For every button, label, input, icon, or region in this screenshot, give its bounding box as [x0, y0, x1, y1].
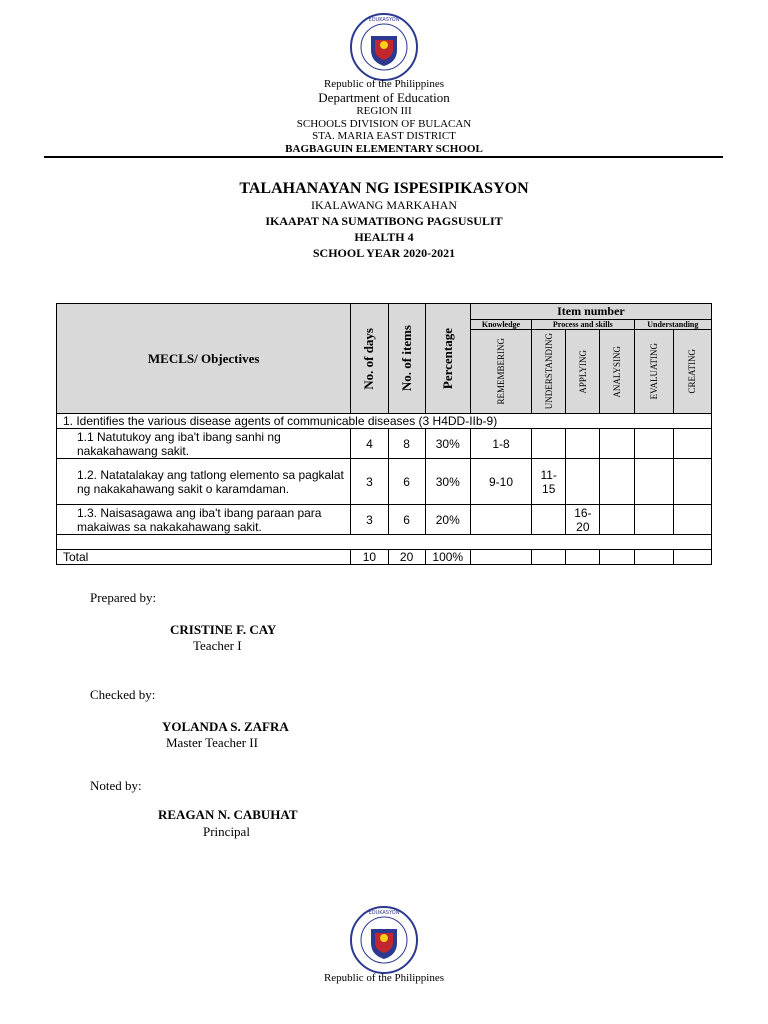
svg-text:EDUKASYON: EDUKASYON — [368, 910, 400, 916]
total-empty — [634, 550, 673, 565]
checked-by-title: Master Teacher II — [166, 735, 258, 750]
republic-text: Republic of the Philippines — [323, 78, 445, 90]
percentage-header: Percentage — [425, 304, 470, 414]
item-cell — [600, 505, 634, 535]
table-row — [57, 429, 712, 459]
item-cell — [566, 429, 600, 459]
objectives-header: MECLS/ Objectives — [57, 304, 351, 414]
item-cell: 11-15 — [532, 459, 566, 505]
item-cell — [673, 459, 711, 505]
process-skills-header: Process and skills — [532, 320, 634, 330]
document-title: TALAHANAYAN NG ISPESIPIKASYON — [239, 180, 529, 197]
knowledge-header: Knowledge — [470, 320, 531, 330]
level-header: CREATING — [673, 330, 711, 414]
level-header: ANALYSING — [600, 330, 634, 414]
percentage-cell: 20% — [425, 505, 470, 535]
prepared-by-name: CRISTINE F. CAY — [170, 622, 277, 637]
total-items: 20 — [388, 550, 425, 565]
percentage-cell: 30% — [425, 459, 470, 505]
total-label: Total — [57, 550, 351, 565]
total-empty — [470, 550, 531, 565]
level-header: UNDERSTANDING — [532, 330, 566, 414]
item-cell — [470, 505, 531, 535]
total-empty — [600, 550, 634, 565]
level-header: REMEMBERING — [470, 330, 531, 414]
header-divider — [44, 156, 723, 158]
item-cell — [634, 429, 673, 459]
item-cell: 1-8 — [470, 429, 531, 459]
total-empty — [673, 550, 711, 565]
school-text: BAGBAGUIN ELEMENTARY SCHOOL — [285, 143, 483, 155]
district-text: STA. MARIA EAST DISTRICT — [312, 130, 456, 142]
items-cell: 6 — [388, 459, 425, 505]
footer-republic-text: Republic of the Philippines — [323, 972, 445, 984]
days-cell: 3 — [351, 459, 388, 505]
understanding-group-header: Understanding — [634, 320, 711, 330]
specification-table — [56, 303, 712, 565]
level-header: EVALUATING — [634, 330, 673, 414]
exam-text: IKAAPAT NA SUMATIBONG PAGSUSULIT — [265, 214, 503, 228]
item-cell: 16-20 — [566, 505, 600, 535]
days-header: No. of days — [351, 304, 388, 414]
item-cell: 9-10 — [470, 459, 531, 505]
item-cell — [600, 429, 634, 459]
section-row: 1. Identifies the various disease agents of communicable diseases (3 H4DD-IIb-9) — [57, 414, 712, 429]
division-text: SCHOOLS DIVISION OF BULACAN — [296, 118, 472, 130]
item-cell — [634, 505, 673, 535]
total-row — [57, 550, 712, 565]
school-year-text: SCHOOL YEAR 2020-2021 — [312, 246, 456, 260]
item-cell — [673, 505, 711, 535]
noted-by-label: Noted by: — [90, 778, 142, 793]
items-cell: 6 — [388, 505, 425, 535]
prepared-by-label: Prepared by: — [90, 590, 157, 605]
spacer-cell — [57, 535, 712, 550]
objective-cell: 1.1 Natutukoy ang iba't ibang sanhi ng nakakahawang sakit. — [57, 429, 351, 459]
quarter-text: IKALAWANG MARKAHAN — [310, 198, 458, 212]
checked-by-name: YOLANDA S. ZAFRA — [162, 719, 289, 734]
total-days: 10 — [351, 550, 388, 565]
items-cell: 8 — [388, 429, 425, 459]
region-text: REGION III — [356, 105, 412, 117]
total-percentage: 100% — [425, 550, 470, 565]
item-cell — [566, 459, 600, 505]
spacer-row — [57, 535, 712, 550]
checked-by-label: Checked by: — [90, 687, 156, 702]
svg-text:EDUKASYON: EDUKASYON — [368, 17, 400, 23]
subject-text: HEALTH 4 — [354, 230, 414, 244]
item-cell — [600, 459, 634, 505]
item-cell — [634, 459, 673, 505]
level-header: APPLYING — [566, 330, 600, 414]
objective-cell: 1.3. Naisasagawa ang iba't ibang paraan para makaiwas sa nakakahawang sakit. — [57, 505, 351, 535]
department-text: Department of Education — [318, 90, 450, 105]
item-cell — [673, 429, 711, 459]
noted-by-name: REAGAN N. CABUHAT — [158, 807, 298, 822]
percentage-cell: 30% — [425, 429, 470, 459]
deped-seal-logo — [349, 12, 419, 82]
items-header: No. of items — [388, 304, 425, 414]
prepared-by-title: Teacher I — [193, 638, 242, 653]
days-cell: 4 — [351, 429, 388, 459]
item-cell — [532, 505, 566, 535]
item-number-header: Item number — [470, 304, 711, 320]
item-cell — [532, 429, 566, 459]
noted-by-title: Principal — [203, 824, 250, 839]
table-row — [57, 459, 712, 505]
objective-cell: 1.2. Natatalakay ang tatlong elemento sa pagkalat ng nakakahawang sakit o karamdaman. — [57, 459, 351, 505]
deped-seal-footer-logo — [349, 905, 419, 975]
days-cell: 3 — [351, 505, 388, 535]
total-empty — [566, 550, 600, 565]
total-empty — [532, 550, 566, 565]
table-row — [57, 505, 712, 535]
